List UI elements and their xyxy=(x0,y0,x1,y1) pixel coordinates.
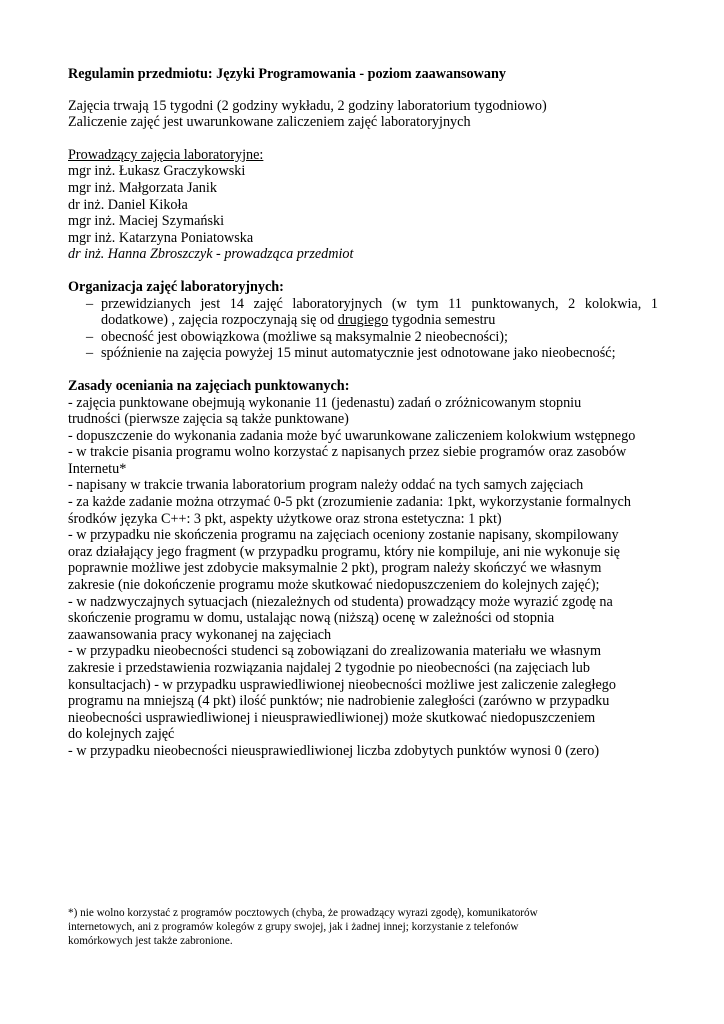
grading-rule-line: poprawnie możliwe jest zdobycie maksymalnie 2 pkt), program należy skończyć we własnym xyxy=(68,560,602,577)
intro-line: Zajęcia trwają 15 tygodni (2 godziny wykładu, 2 godziny laboratorium tygodniowo) xyxy=(68,97,547,114)
grading-rule-line: - w przypadku nieobecności studenci są zobowiązani do zrealizowania materiału we własnym xyxy=(68,643,602,660)
grading-rule-line: zakresie (nie dokończenie programu może skutkować niedopuszczeniem do kolejnych zajęć); xyxy=(68,577,600,594)
instructor-name: dr inż. Daniel Kikoła xyxy=(68,196,188,213)
grading-rule-line: - napisany w trakcie trwania laboratorium program należy oddać na tych samych zajęciach xyxy=(68,477,584,494)
grading-rule-line: - w trakcie pisania programu wolno korzystać z napisanych przez siebie programów oraz zasobów xyxy=(68,444,627,461)
list-item xyxy=(68,345,658,362)
grading-rule-line: - zajęcia punktowane obejmują wykonanie 11 (jedenastu) zadań o zróżnicowanym stopniu xyxy=(68,394,582,411)
instructor-name: mgr inż. Katarzyna Poniatowska xyxy=(68,229,254,246)
grading-rules xyxy=(68,395,658,760)
footnote-line: komórkowych jest także zabronione. xyxy=(68,935,233,948)
footnote-line: internetowych, ani z programów kolegów z grupy swojej, jak i żadnej innej; korzystanie z telefonów xyxy=(68,921,519,934)
document-page xyxy=(68,66,658,760)
footnote-line: *) nie wolno korzystać z programów pocztowych (chyba, że prowadzący wyrazi zgodę), komunikatorów xyxy=(68,907,538,919)
item-text: obecność jest obowiązkowa (możliwe są maksymalnie 2 nieobecności); xyxy=(101,328,508,345)
grading-rule-line: zaawansowania pracy wykonanej na zajęciach xyxy=(68,626,332,643)
grading-rule-line: - w nadzwyczajnych sytuacjach (niezależnych od studenta) prowadzący może wyrazić zgodę na xyxy=(68,593,613,610)
grading-rule-line: środków języka C++: 3 pkt, aspekty użytkowe oraz strona estetyczna: 1 pkt) xyxy=(68,510,502,527)
grading-rule-line: Internetu* xyxy=(68,460,127,477)
instructor-name: mgr inż. Łukasz Graczykowski xyxy=(68,163,246,180)
grading-rule-line: - w przypadku nie skończenia programu na zajęciach oceniony zostanie napisany, skompilowany xyxy=(68,527,619,544)
grading-rule-line: nieobecności usprawiedliwionej i nieusprawiedliwionej) może skutkować niedopuszczeniem xyxy=(68,709,596,726)
lead-instructor: dr inż. Hanna Zbroszczyk - prowadząca przedmiot xyxy=(68,246,354,263)
footnote xyxy=(68,906,628,949)
instructor-name: mgr inż. Maciej Szymański xyxy=(68,213,225,230)
instructor-name: mgr inż. Małgorzata Janik xyxy=(68,179,217,196)
grading-rule-line: do kolejnych zajęć xyxy=(68,726,175,743)
list-item xyxy=(68,296,658,329)
dash-bullet: – xyxy=(86,295,94,312)
list-item xyxy=(68,329,658,346)
grading-rule-line: skończenie programu w domu, ustalając nową (niższą) ocenę w zależności od stopnia xyxy=(68,610,555,627)
intro-line: Zaliczenie zajęć jest uwarunkowane zaliczeniem zajęć laboratoryjnych xyxy=(68,114,471,131)
document-title: Regulamin przedmiotu: Języki Programowania - poziom zaawansowany xyxy=(68,66,506,82)
organization-heading: Organizacja zajęć laboratoryjnych: xyxy=(68,278,284,295)
grading-rule-line: - dopuszczenie do wykonania zadania może być uwarunkowane zaliczeniem kolokwium wstępnego xyxy=(68,427,636,444)
item-text: przewidzianych jest 14 zajęć laboratoryjnych (w tym 11 punktowanych, 2 kolokwia, 1 dodatkowe) , zajęcia rozpoczynają się od xyxy=(101,295,658,329)
grading-rule-line: konsultacjach) - w przypadku usprawiedliwionej nieobecności możliwe jest zaliczenie zaległego xyxy=(68,676,616,693)
grading-rule-line: trudności (pierwsze zajęcia są także punktowane) xyxy=(68,411,349,428)
grading-rule-line: zakresie i przedstawienia rozwiązania najdalej 2 tygodnie po nieobecności (na zajęciach lub xyxy=(68,660,590,676)
dash-bullet: – xyxy=(86,328,94,345)
grading-rule-line: programu na mniejszą (4 pkt) ilość punktów; nie nadrobienie zaległości (zarówno w przypadku xyxy=(68,693,610,710)
item-text: tygodnia semestru xyxy=(388,312,496,329)
dash-bullet: – xyxy=(86,345,94,362)
underlined-word: drugiego xyxy=(337,312,389,329)
grading-rule-line: - za każde zadanie można otrzymać 0-5 pkt (zrozumienie zadania: 1pkt, wykorzystanie formalnych xyxy=(68,494,631,511)
grading-heading: Zasady oceniania na zajęciach punktowanych: xyxy=(68,377,350,394)
organization-list xyxy=(68,296,658,362)
item-text: spóźnienie na zajęcia powyżej 15 minut automatycznie jest odnotowane jako nieobecność; xyxy=(101,345,616,362)
grading-rule-line: - w przypadku nieobecności nieusprawiedliwionej liczba zdobytych punktów wynosi 0 (zero) xyxy=(68,742,600,759)
instructors-heading: Prowadzący zajęcia laboratoryjne: xyxy=(68,146,264,163)
grading-rule-line: oraz działający jego fragment (w przypadku programu, który nie kompiluje, ani nie wykonuje się xyxy=(68,543,620,560)
